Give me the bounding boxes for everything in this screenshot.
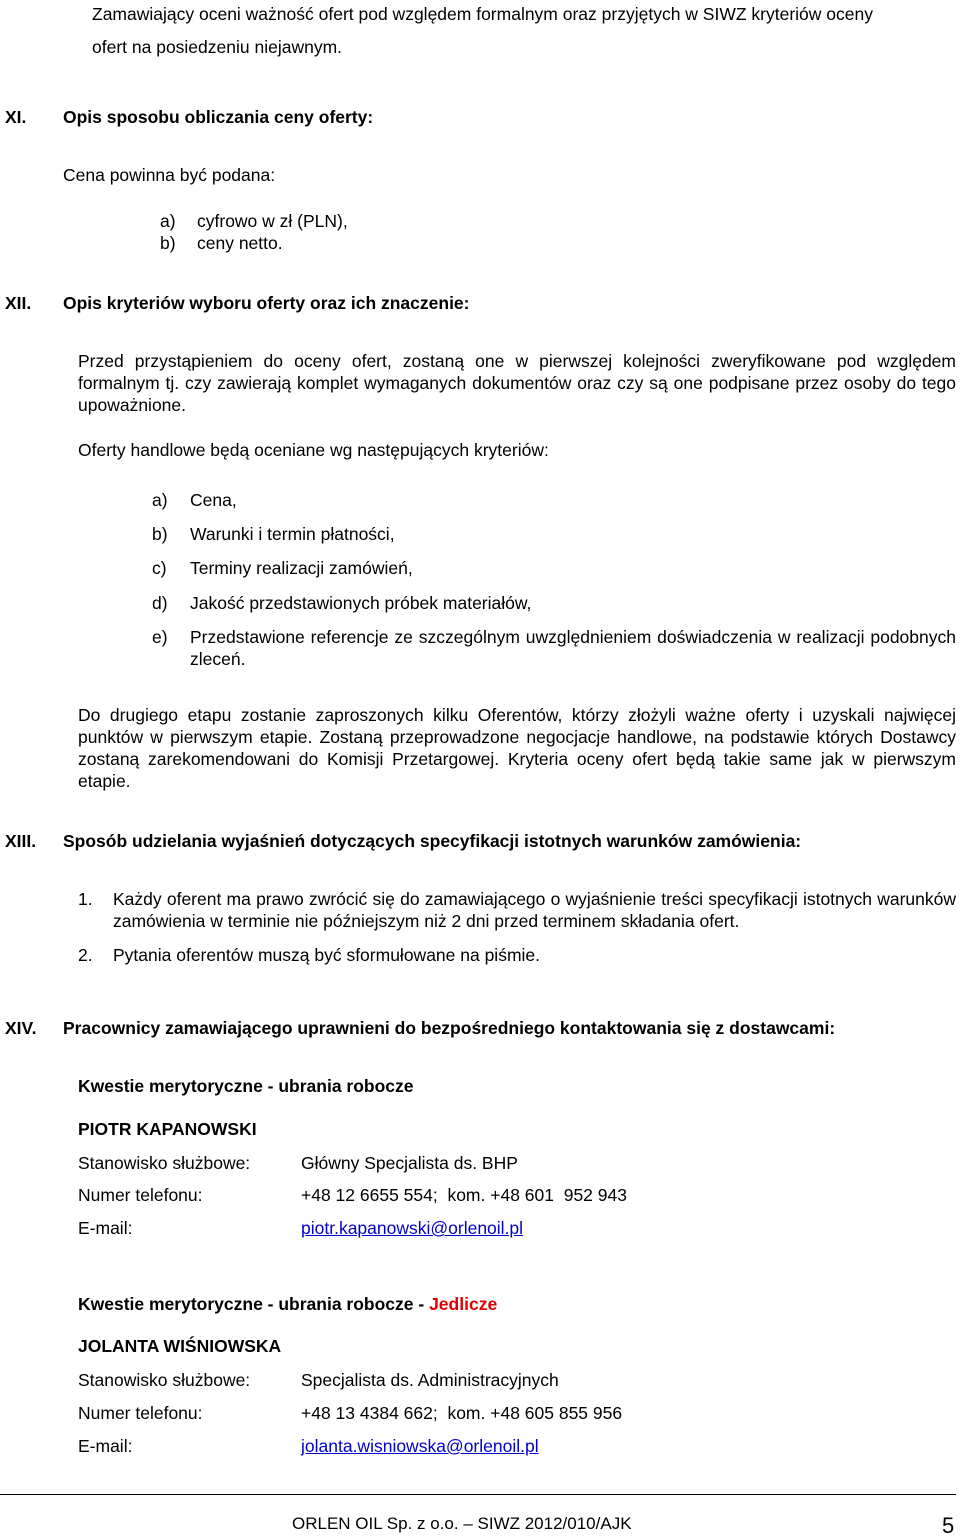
section-xiii-title: Sposób udzielania wyjaśnień dotyczących specyfikacji istotnych warunków zamówienia: — [63, 831, 802, 851]
position-label: Stanowisko służbowe: — [78, 1153, 251, 1173]
criterion-marker: d) — [152, 593, 168, 613]
intro-line-1: Zamawiający oceni ważność ofert pod względem formalnym oraz przyjętych w SIWZ kryteriów oceny — [92, 4, 873, 24]
section-xii-number: XII. — [5, 293, 32, 313]
clarification-item-marker: 1. — [78, 889, 93, 909]
phone-label: Numer telefonu: — [78, 1403, 203, 1423]
position-value: Główny Specjalista ds. BHP — [301, 1153, 518, 1173]
position-label: Stanowisko służbowe: — [78, 1370, 251, 1390]
criterion-text: Jakość przedstawionych próbek materiałów, — [190, 593, 532, 613]
page-number: 5 — [942, 1513, 955, 1538]
clarification-item-text: Każdy oferent ma prawo zwrócić się do zamawiającego o wyjaśnienie treści specyfikacji istotnych warunków zamówienia w terminie nie późniejszym niż 2 dni przed terminem składania ofert. — [113, 889, 956, 931]
section-xiv-title: Pracownicy zamawiającego uprawnieni do bezpośredniego kontaktowania się z dostawcami: — [63, 1018, 836, 1038]
price-item-marker: b) — [160, 233, 176, 253]
email-link[interactable]: piotr.kapanowski@orlenoil.pl — [301, 1218, 524, 1238]
contact-topic: Kwestie merytoryczne - ubrania robocze - Jedlicze — [78, 1294, 498, 1314]
criterion-text: Warunki i termin płatności, — [190, 524, 395, 544]
price-item-text: cyfrowo w zł (PLN), — [197, 211, 348, 231]
intro-line-2: ofert na posiedzeniu niejawnym. — [92, 37, 343, 57]
criterion-text: Terminy realizacji zamówień, — [190, 558, 413, 578]
section-xii-stage-paragraph: Do drugiego etapu zostanie zaproszonych kilku Oferentów, którzy złożyli ważne oferty i uzyskali najwięcej punktów w pierwszym etapie. Zostaną przeprowadzone negocjacje handlowe, na podstawie których Dostawcy zostaną zarekomendowani do Komisji Przetargowej. Kryteria oceny ofert będą takie same jak w pierwszym etapie. — [78, 705, 956, 791]
email-link[interactable]: jolanta.wisniowska@orlenoil.pl — [301, 1436, 539, 1456]
footer-text: ORLEN OIL Sp. z o.o. – SIWZ 2012/010/AJK — [292, 1514, 632, 1533]
footer-divider — [0, 1494, 956, 1495]
section-xi-title: Opis sposobu obliczania ceny oferty: — [63, 107, 374, 127]
criterion-marker: b) — [152, 524, 168, 544]
email-label: E-mail: — [78, 1218, 133, 1238]
section-xi-lead: Cena powinna być podana: — [63, 165, 276, 185]
clarification-item-marker: 2. — [78, 945, 93, 965]
contact-topic: Kwestie merytoryczne - ubrania robocze — [78, 1076, 414, 1096]
section-xii-paragraph: Przed przystąpieniem do oceny ofert, zostaną one w pierwszej kolejności zweryfikowane pod względem formalnym tj. czy zawierają komplet wymaganych dokumentów oraz czy są one podpisane przez osoby do tego upoważnione. — [78, 351, 956, 415]
section-xiii-number: XIII. — [5, 831, 37, 851]
section-xii-title: Opis kryteriów wyboru oferty oraz ich znaczenie: — [63, 293, 470, 313]
criterion-marker: c) — [152, 558, 167, 578]
phone-label: Numer telefonu: — [78, 1185, 203, 1205]
clarification-item-text: Pytania oferentów muszą być sformułowane na piśmie. — [113, 945, 541, 965]
phone-value: +48 12 6655 554; kom. +48 601 952 943 — [301, 1185, 627, 1205]
contact-name: JOLANTA WIŚNIOWSKA — [78, 1336, 282, 1356]
email-label: E-mail: — [78, 1436, 133, 1456]
criterion-marker: a) — [152, 490, 168, 510]
price-item-text: ceny netto. — [197, 233, 283, 253]
section-xiv-number: XIV. — [5, 1018, 37, 1038]
phone-value: +48 13 4384 662; kom. +48 605 855 956 — [301, 1403, 623, 1423]
criterion-marker: e) — [152, 627, 168, 647]
contact-name: PIOTR KAPANOWSKI — [78, 1119, 257, 1139]
position-value: Specjalista ds. Administracyjnych — [301, 1370, 559, 1390]
price-item-marker: a) — [160, 211, 176, 231]
section-xii-criteria-lead: Oferty handlowe będą oceniane wg następujących kryteriów: — [78, 440, 549, 460]
criterion-text: Cena, — [190, 490, 237, 510]
criterion-text: Przedstawione referencje ze szczególnym uwzględnieniem doświadczenia w realizacji podobnych zleceń. — [190, 627, 956, 669]
section-xi-number: XI. — [5, 107, 27, 127]
